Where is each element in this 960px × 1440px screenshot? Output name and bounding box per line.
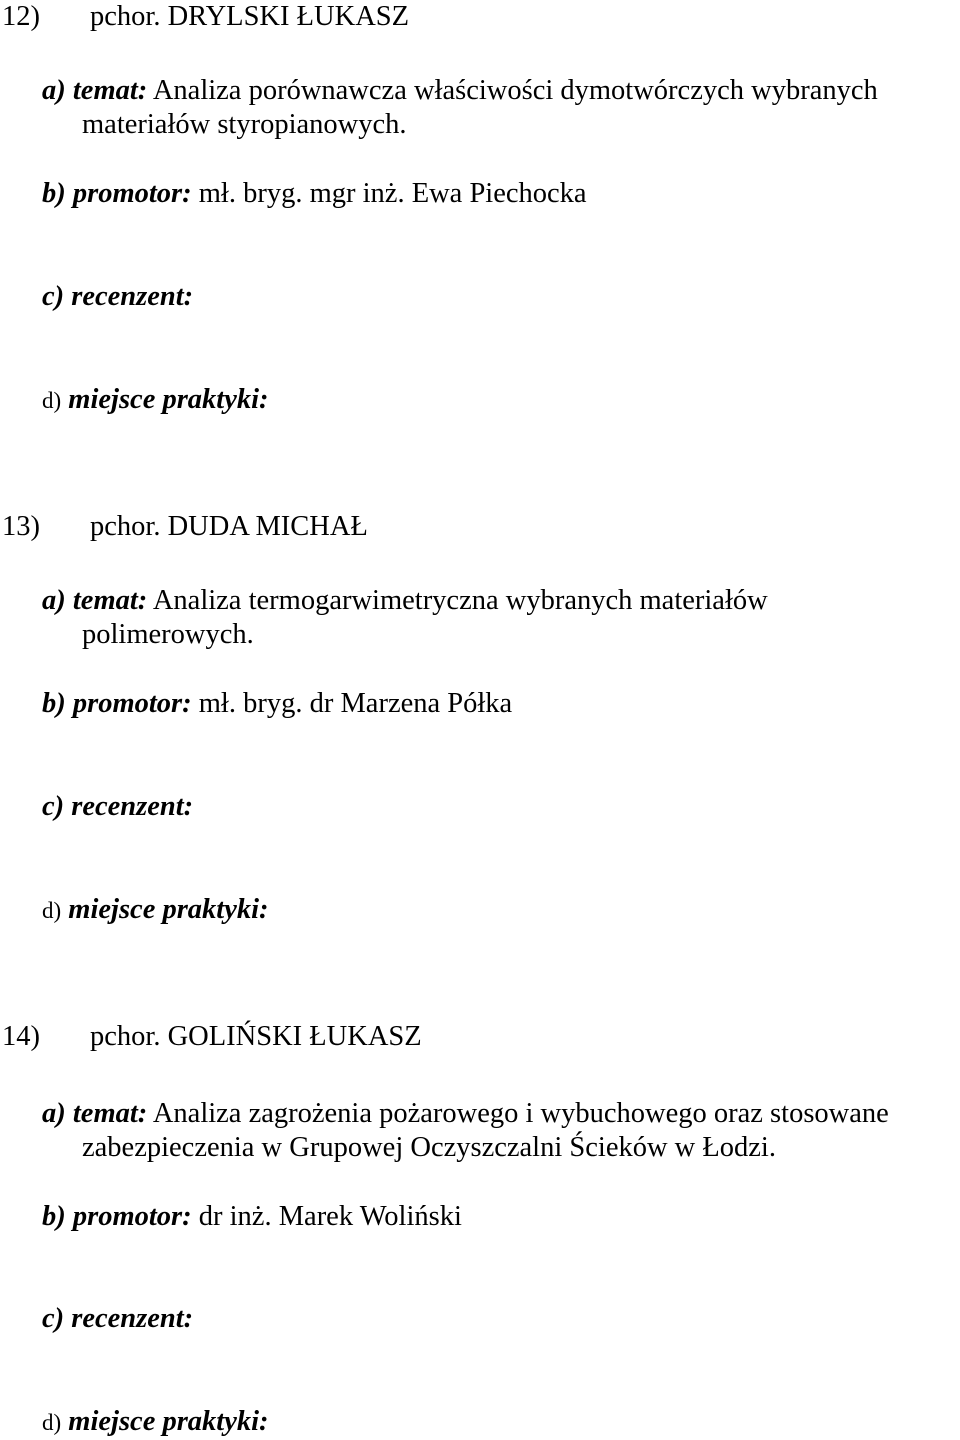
- entry-number: 13): [2, 511, 40, 542]
- entry-number: 12): [2, 1, 40, 32]
- miejsce-marker: d): [42, 898, 62, 923]
- temat-line: [42, 74, 878, 108]
- temat-label: temat:: [72, 1098, 148, 1129]
- student-name: pchor. DRYLSKI ŁUKASZ: [90, 1, 410, 32]
- miejsce-line: [42, 383, 269, 418]
- entry-heading: [2, 0, 409, 34]
- promotor-label: promotor:: [72, 688, 192, 719]
- entry-heading: [2, 1020, 422, 1054]
- temat-text-line2: polimerowych.: [82, 619, 254, 650]
- temat-label: temat:: [72, 585, 148, 616]
- student-name: pchor. GOLIŃSKI ŁUKASZ: [90, 1021, 422, 1052]
- miejsce-line: [42, 1405, 269, 1440]
- temat-text-line2: materiałów styropianowych.: [82, 109, 407, 140]
- promotor-marker: b): [42, 688, 66, 719]
- promotor-label: promotor:: [72, 178, 192, 209]
- miejsce-marker: d): [42, 1410, 62, 1435]
- promotor-label: promotor:: [72, 1201, 192, 1232]
- entry-heading: [2, 510, 368, 544]
- recenzent-marker: c): [42, 1303, 65, 1334]
- recenzent-line: [42, 1302, 193, 1336]
- temat-text-line1: Analiza termogarwimetryczna wybranych materiałów: [152, 585, 768, 616]
- promotor-value: dr inż. Marek Woliński: [198, 1201, 462, 1232]
- temat-marker: a): [42, 585, 66, 616]
- miejsce-label: miejsce praktyki:: [68, 894, 269, 925]
- entry-number: 14): [2, 1021, 40, 1052]
- miejsce-label: miejsce praktyki:: [68, 1406, 269, 1437]
- recenzent-line: [42, 280, 193, 314]
- recenzent-label: recenzent:: [71, 281, 194, 312]
- promotor-marker: b): [42, 178, 66, 209]
- promotor-marker: b): [42, 1201, 66, 1232]
- temat-text-line1: Analiza zagrożenia pożarowego i wybuchowego oraz stosowane: [152, 1098, 889, 1129]
- temat-marker: a): [42, 1098, 66, 1129]
- promotor-line: [42, 177, 587, 211]
- temat-label: temat:: [72, 75, 148, 106]
- recenzent-label: recenzent:: [71, 1303, 194, 1334]
- temat-line: [42, 584, 768, 618]
- temat-marker: a): [42, 75, 66, 106]
- recenzent-marker: c): [42, 791, 65, 822]
- temat-text-line1: Analiza porównawcza właściwości dymotwórczych wybranych: [152, 75, 878, 106]
- miejsce-line: [42, 893, 269, 928]
- student-name: pchor. DUDA MICHAŁ: [90, 511, 368, 542]
- recenzent-line: [42, 790, 193, 824]
- promotor-value: mł. bryg. dr Marzena Półka: [198, 688, 513, 719]
- promotor-line: [42, 687, 512, 721]
- recenzent-label: recenzent:: [71, 791, 194, 822]
- miejsce-label: miejsce praktyki:: [68, 384, 269, 415]
- miejsce-marker: d): [42, 388, 62, 413]
- temat-text-line2: zabezpieczenia w Grupowej Oczyszczalni Ścieków w Łodzi.: [82, 1132, 776, 1163]
- promotor-value: mł. bryg. mgr inż. Ewa Piechocka: [198, 178, 587, 209]
- promotor-line: [42, 1200, 462, 1234]
- temat-line: [42, 1097, 889, 1131]
- recenzent-marker: c): [42, 281, 65, 312]
